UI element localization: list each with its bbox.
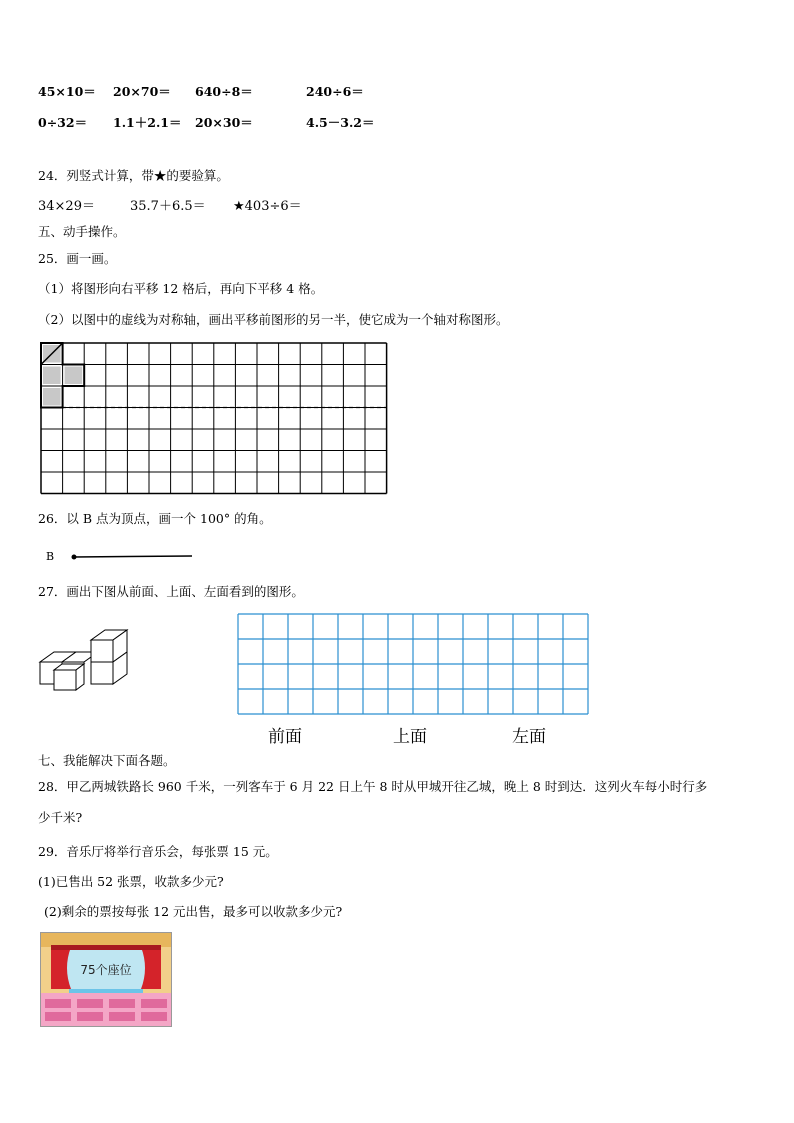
q24-title: 24．列竖式计算，带★的要验算。 bbox=[38, 168, 229, 183]
shaded-cell bbox=[43, 367, 61, 385]
q25-sub1: （1）将图形向右平移 12 格后，再向下平移 4 格。 bbox=[38, 281, 324, 296]
shaded-cell bbox=[65, 367, 83, 385]
calc-4: 240÷6＝ bbox=[306, 84, 364, 99]
cube-solid-figure bbox=[38, 626, 130, 692]
view-label-top: 上面 bbox=[393, 727, 427, 747]
q27-title: 27．画出下图从前面、上面、左面看到的图形。 bbox=[38, 584, 304, 599]
calc-1: 45×10＝ bbox=[38, 84, 96, 99]
calc-3: 640÷8＝ bbox=[195, 84, 253, 99]
q25-title: 25．画一画。 bbox=[38, 251, 117, 266]
q24-item-1: 34×29＝ bbox=[38, 199, 95, 214]
section-7-heading: 七、我能解决下面各题。 bbox=[38, 753, 176, 768]
calc-5: 0÷32＝ bbox=[38, 115, 88, 130]
seat-count-label: 75个座位 bbox=[80, 963, 132, 977]
concert-hall-illustration bbox=[40, 932, 172, 1027]
view-label-front: 前面 bbox=[268, 727, 302, 747]
calc-8: 4.5－3.2＝ bbox=[306, 115, 375, 130]
calc-2: 20×70＝ bbox=[113, 84, 171, 99]
calc-7: 20×30＝ bbox=[195, 115, 253, 130]
point-b-label: B bbox=[46, 550, 55, 563]
q24-item-2: 35.7＋6.5＝ bbox=[130, 199, 206, 214]
angle-ray bbox=[70, 553, 194, 561]
q29-sub2: (2)剩余的票按每张 12 元出售，最多可以收款多少元? bbox=[44, 904, 343, 919]
q26-title: 26．以 B 点为顶点，画一个 100° 的角。 bbox=[38, 511, 272, 526]
q24-item-3: ★403÷6＝ bbox=[233, 199, 302, 214]
q25-sub2: （2）以图中的虚线为对称轴，画出平移前图形的另一半，使它成为一个轴对称图形。 bbox=[38, 312, 509, 327]
calc-6: 1.1＋2.1＝ bbox=[113, 115, 182, 130]
view-drawing-grid bbox=[237, 613, 589, 715]
q28-line1: 28．甲乙两城铁路长 960 千米，一列客车于 6 月 22 日上午 8 时从甲城开往乙城，晚上 8 时到达．这列火车每小时行多 bbox=[38, 779, 708, 794]
q29-title: 29．音乐厅将举行音乐会，每张票 15 元。 bbox=[38, 844, 278, 859]
view-label-left: 左面 bbox=[512, 727, 546, 747]
section-5-heading: 五、动手操作。 bbox=[38, 224, 126, 239]
q29-sub1: (1)已售出 52 张票，收款多少元? bbox=[38, 874, 224, 889]
q28-line2: 少千米? bbox=[38, 810, 83, 825]
translation-grid bbox=[41, 343, 388, 495]
shaded-cell bbox=[43, 388, 61, 406]
